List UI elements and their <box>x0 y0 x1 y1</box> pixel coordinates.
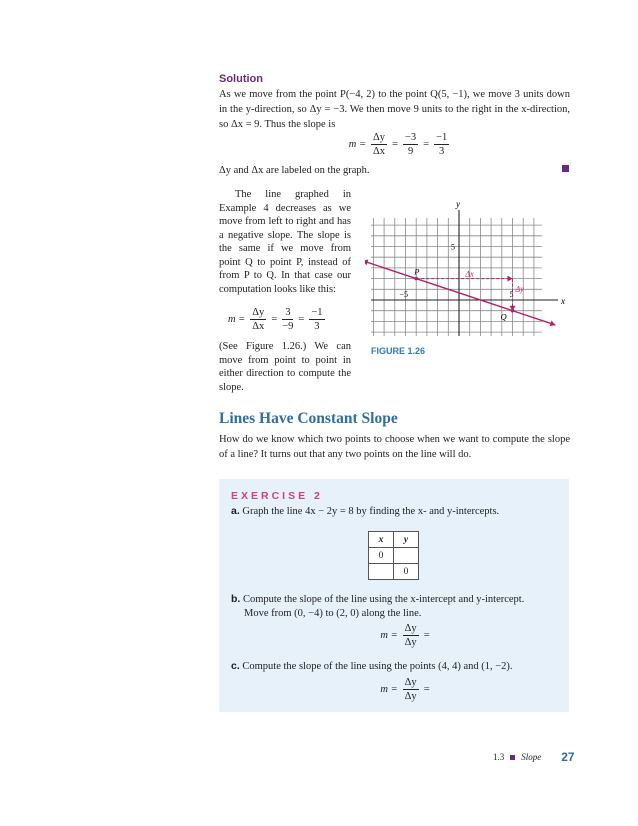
footer-square-icon <box>510 755 515 760</box>
x-tick-label: 5 <box>509 290 514 299</box>
table-cell[interactable] <box>369 564 394 580</box>
eq-lhs: m = <box>380 630 398 641</box>
exercise-part-c <box>231 659 561 674</box>
eq-frac-1: $\frac{\Delta y}{\Delta x}$ <box>373 132 386 157</box>
part-text: Compute the slope of the line using the points (4, 4) and (1, −2). <box>242 661 513 672</box>
eq-lhs: m = <box>228 314 246 325</box>
point-q-label: Q <box>500 311 507 322</box>
x-axis-label: x <box>561 296 565 306</box>
eq-equals: = <box>271 314 278 325</box>
figure-caption: FIGURE 1.26 <box>371 346 426 356</box>
table-cell[interactable]: 0 <box>369 548 394 564</box>
eq-equals: = <box>392 139 398 150</box>
footer-section-title: Slope <box>521 752 542 762</box>
eq-frac: $\frac{\Delta y}{\Delta y}$ <box>404 677 417 702</box>
solution-paragraph: As we move from the point P(−4, 2) to the point Q(5, −1), we move 3 units down in the y-direction, so Δy = −3. We then move 9 units to the right in the x-direction, so Δx = 9. Thus the slope is <box>219 89 570 130</box>
y-tick-label: 5 <box>451 242 455 252</box>
delta-y-label: Δy <box>515 284 524 294</box>
delta-x-label: Δx <box>465 269 474 279</box>
section-paragraph: How do we know which two points to choose when we want to compute the slope of a line? It turns out that any two points on the line will do. <box>219 434 570 460</box>
xy-table <box>368 531 419 580</box>
part-letter: b. <box>231 593 241 605</box>
delta-x-arrowhead <box>508 276 513 282</box>
table-header-y: y <box>394 532 419 548</box>
eq-frac-1: $\frac{\Delta y}{\Delta x}$ <box>252 307 265 332</box>
sidebar-paragraph: The line graphed in Example 4 decreases as we move from left to right and has a negative slope. The slope is the same if we move from point Q to point P, instead of from P to Q. In that case our computation looks like this: <box>219 189 351 295</box>
part-text: Compute the slope of the line using the x-intercept and y-intercept. <box>242 594 525 605</box>
graph-line <box>365 261 555 325</box>
part-letter: c. <box>231 660 240 672</box>
table-row <box>369 548 419 564</box>
eq-equals: = <box>423 684 430 695</box>
eq-frac-3: $\frac{-1}{3}$ <box>311 307 323 332</box>
exercise-part-a <box>231 504 561 519</box>
solution-note: Δy and Δx are labeled on the graph. <box>219 165 370 176</box>
table-header-x: x <box>369 532 394 548</box>
eq-lhs: m = <box>348 139 367 150</box>
page-number: 27 <box>561 750 575 764</box>
table-cell[interactable]: 0 <box>394 564 419 580</box>
footer-section-number: 1.3 <box>493 752 505 762</box>
figure-1-26-graph <box>365 196 575 344</box>
table-cell[interactable] <box>394 548 419 564</box>
page-footer <box>493 750 575 764</box>
solution-heading: Solution <box>219 73 263 85</box>
exercise-label: EXERCISE 2 <box>231 490 323 502</box>
exercise-c-equation <box>360 676 450 703</box>
part-text: Graph the line 4x − 2y = 8 by finding the x- and y-intercepts. <box>242 506 500 517</box>
sidebar-slope-equation <box>228 306 350 333</box>
eq-frac-2: $\frac{-3}{9}$ <box>404 132 417 157</box>
exercise-part-b <box>231 592 561 621</box>
exercise-b-equation <box>360 622 450 649</box>
eq-equals: = <box>423 139 430 150</box>
table-row <box>369 564 419 580</box>
x-tick-label: −5 <box>399 290 409 299</box>
part-text-2: Move from (0, −4) to (2, 0) along the line. <box>244 608 422 619</box>
eq-frac-3: $\frac{-1}{3}$ <box>436 132 448 157</box>
sidebar-paragraph-2: (See Figure 1.26.) We can move from point to point in either direction to compute the slope. <box>219 341 351 393</box>
solution-slope-equation <box>330 131 470 158</box>
eq-frac: $\frac{\Delta y}{\Delta y}$ <box>404 623 417 648</box>
y-axis-label: y <box>456 199 460 209</box>
eq-equals: = <box>423 630 430 641</box>
end-of-solution-mark <box>562 165 569 172</box>
point-p-label: P <box>414 266 420 277</box>
eq-lhs: m = <box>380 684 398 695</box>
part-letter: a. <box>231 505 240 517</box>
section-title: Lines Have Constant Slope <box>219 410 398 427</box>
eq-frac-2: $\frac{3}{-9}$ <box>282 307 294 332</box>
eq-equals: = <box>298 314 305 325</box>
